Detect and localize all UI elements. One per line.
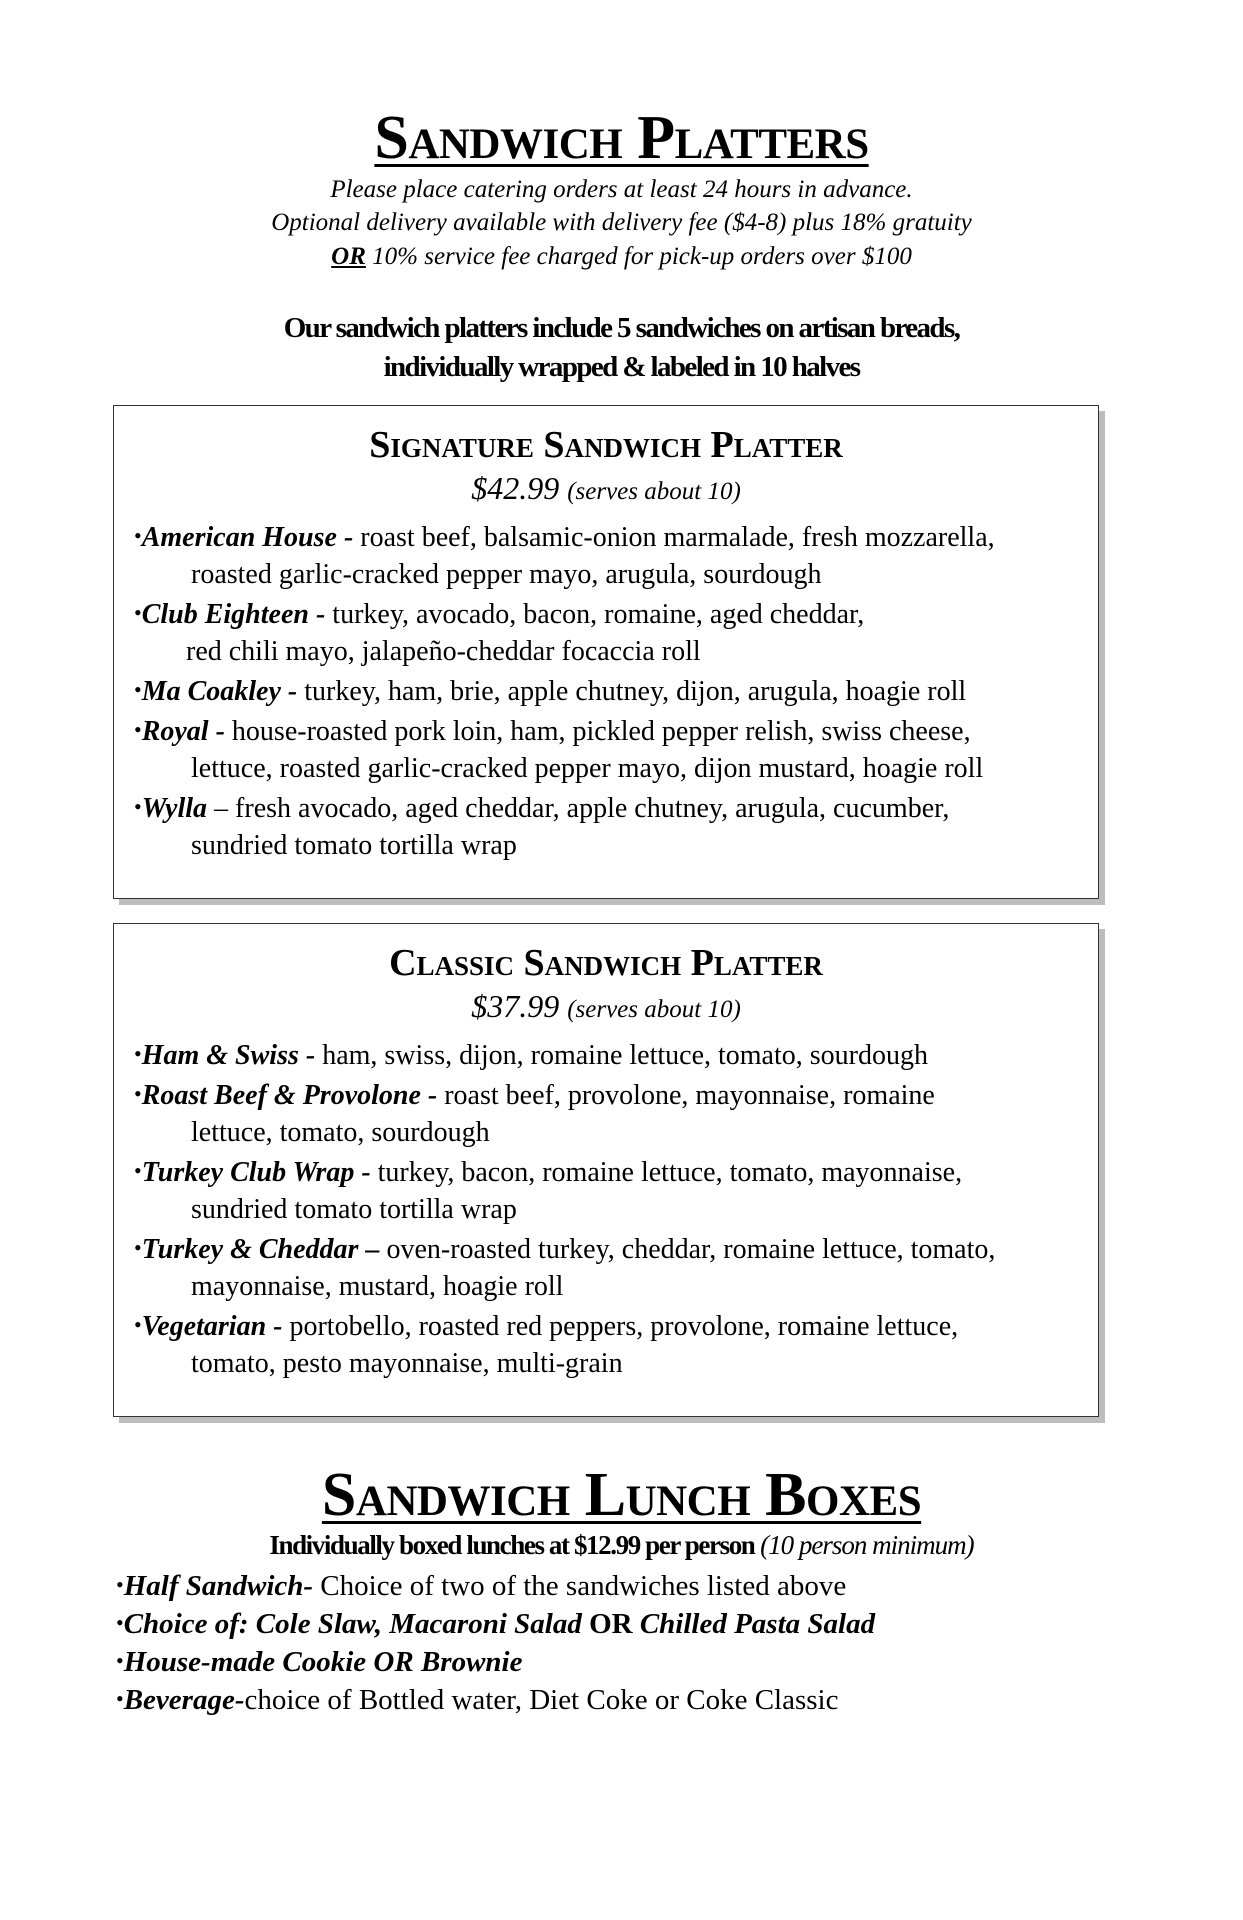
lunch-boxes-title: Sandwich Lunch Boxes xyxy=(321,1461,922,1529)
item-desc: turkey, ham, brie, apple chutney, dijon, arugula, hoagie roll xyxy=(297,676,967,707)
list-item xyxy=(134,1152,1098,1228)
classic-platter-price-line xyxy=(114,985,1098,1031)
item-desc-cont: sundried tomato tortilla wrap xyxy=(191,1194,517,1225)
signature-platter-title: Signature Sandwich Platter xyxy=(369,424,843,466)
signature-serves: (serves about 10) xyxy=(567,478,741,505)
includes-line-1: Our sandwich platters include 5 sandwiches on artisan breads, xyxy=(283,312,960,344)
list-item xyxy=(134,594,1098,670)
lunch-box-line-3 xyxy=(116,1642,522,1681)
signature-platter-price-line xyxy=(114,467,1098,513)
item-name: Turkey & Cheddar – xyxy=(141,1234,380,1265)
item-name: American House - xyxy=(141,522,354,553)
item-name: Vegetarian - xyxy=(141,1311,283,1342)
item-name: Turkey Club Wrap - xyxy=(141,1157,371,1188)
lunch-side-or: OR xyxy=(589,1608,633,1640)
lunch-box-line-4 xyxy=(116,1680,838,1719)
bullet-icon: • xyxy=(134,677,142,702)
bullet-icon: • xyxy=(116,1610,124,1635)
item-desc: turkey, avocado, bacon, romaine, aged cheddar, xyxy=(325,599,865,630)
bullet-icon: • xyxy=(116,1648,124,1673)
item-desc: roast beef, provolone, mayonnaise, romaine xyxy=(437,1080,935,1111)
item-name: Roast Beef & Provolone - xyxy=(141,1080,438,1111)
notice-or: OR xyxy=(331,243,366,270)
item-desc-cont: roasted garlic-cracked pepper mayo, arugula, sourdough xyxy=(191,559,822,590)
bullet-icon: • xyxy=(116,1572,124,1597)
item-desc: ham, swiss, dijon, romaine lettuce, tomato, sourdough xyxy=(315,1040,928,1071)
signature-platter-box xyxy=(113,405,1099,899)
includes-line-2: individually wrapped & labeled in 10 halves xyxy=(383,351,860,383)
item-desc: portobello, roasted red peppers, provolone, romaine lettuce, xyxy=(282,1311,959,1342)
bullet-icon: • xyxy=(134,1312,142,1337)
list-item xyxy=(134,1229,1098,1305)
lunch-beverage: Beverage- xyxy=(123,1684,245,1716)
item-desc: turkey, bacon, romaine lettuce, tomato, mayonnaise, xyxy=(370,1157,963,1188)
bullet-icon: • xyxy=(134,600,142,625)
lunch-half-sandwich-desc: Choice of two of the sandwiches listed above xyxy=(313,1570,847,1602)
lunch-boxes-subtitle-bold: Individually boxed lunches at $12.99 per person xyxy=(269,1530,755,1560)
list-item xyxy=(134,1035,1098,1074)
item-desc-cont: lettuce, roasted garlic-cracked pepper mayo, dijon mustard, hoagie roll xyxy=(191,753,984,784)
item-name: Club Eighteen - xyxy=(141,599,326,630)
lunch-boxes-subtitle xyxy=(0,1527,1243,1563)
list-item xyxy=(134,1306,1098,1382)
list-item xyxy=(134,671,1098,710)
item-desc-cont: lettuce, tomato, sourdough xyxy=(191,1117,490,1148)
lunch-box-line-1 xyxy=(116,1566,846,1605)
classic-items xyxy=(134,1035,1098,1382)
platters-title: Sandwich Platters xyxy=(374,104,869,172)
notice-line-3-text: 10% service fee charged for pick-up orders over $100 xyxy=(365,243,912,270)
item-name: Ma Coakley - xyxy=(141,676,298,707)
list-item xyxy=(134,1075,1098,1151)
bullet-icon: • xyxy=(134,1081,142,1106)
list-item xyxy=(134,711,1098,787)
item-desc-cont: red chili mayo, jalapeño-cheddar focaccia roll xyxy=(186,636,701,667)
lunch-dessert: House-made Cookie OR Brownie xyxy=(123,1646,523,1678)
classic-price: $37.99 xyxy=(471,988,560,1024)
item-desc: oven-roasted turkey, cheddar, romaine lettuce, tomato, xyxy=(379,1234,996,1265)
item-desc-cont: tomato, pesto mayonnaise, multi-grain xyxy=(191,1348,623,1379)
classic-platter-box xyxy=(113,923,1099,1417)
item-desc-cont: sundried tomato tortilla wrap xyxy=(191,830,517,861)
lunch-side-choice: Choice of: Cole Slaw, Macaroni Salad xyxy=(123,1608,590,1640)
item-name: Wylla xyxy=(141,793,208,824)
lunch-side-pasta: Chilled Pasta Salad xyxy=(632,1608,876,1640)
lunch-boxes-minimum: (10 person minimum) xyxy=(754,1530,974,1560)
bullet-icon: • xyxy=(134,1041,142,1066)
item-name: Royal - xyxy=(141,716,225,747)
notice-line-3 xyxy=(0,240,1243,274)
lunch-beverage-desc: choice of Bottled water, Diet Coke or Coke Classic xyxy=(244,1684,839,1716)
list-item xyxy=(134,517,1098,593)
classic-serves: (serves about 10) xyxy=(567,996,741,1023)
classic-platter-title: Classic Sandwich Platter xyxy=(389,942,823,984)
signature-items xyxy=(134,517,1098,864)
bullet-icon: • xyxy=(134,1235,142,1260)
item-desc: roast beef, balsamic-onion marmalade, fresh mozzarella, xyxy=(353,522,995,553)
bullet-icon: • xyxy=(134,794,142,819)
bullet-icon: • xyxy=(134,717,142,742)
bullet-icon: • xyxy=(134,1158,142,1183)
bullet-icon: • xyxy=(134,523,142,548)
notice-line-2: Optional delivery available with delivery fee ($4-8) plus 18% gratuity xyxy=(271,209,972,236)
lunch-box-line-2 xyxy=(116,1604,875,1643)
list-item xyxy=(134,788,1098,864)
item-desc-cont: mayonnaise, mustard, hoagie roll xyxy=(191,1271,564,1302)
bullet-icon: • xyxy=(116,1686,124,1711)
signature-price: $42.99 xyxy=(471,470,560,506)
lunch-half-sandwich: Half Sandwich- xyxy=(123,1570,314,1602)
item-desc: house-roasted pork loin, ham, pickled pepper relish, swiss cheese, xyxy=(224,716,971,747)
notice-line-1: Please place catering orders at least 24 hours in advance. xyxy=(330,176,913,203)
item-name: Ham & Swiss - xyxy=(141,1040,316,1071)
item-desc: – fresh avocado, aged cheddar, apple chutney, arugula, cucumber, xyxy=(207,793,950,824)
